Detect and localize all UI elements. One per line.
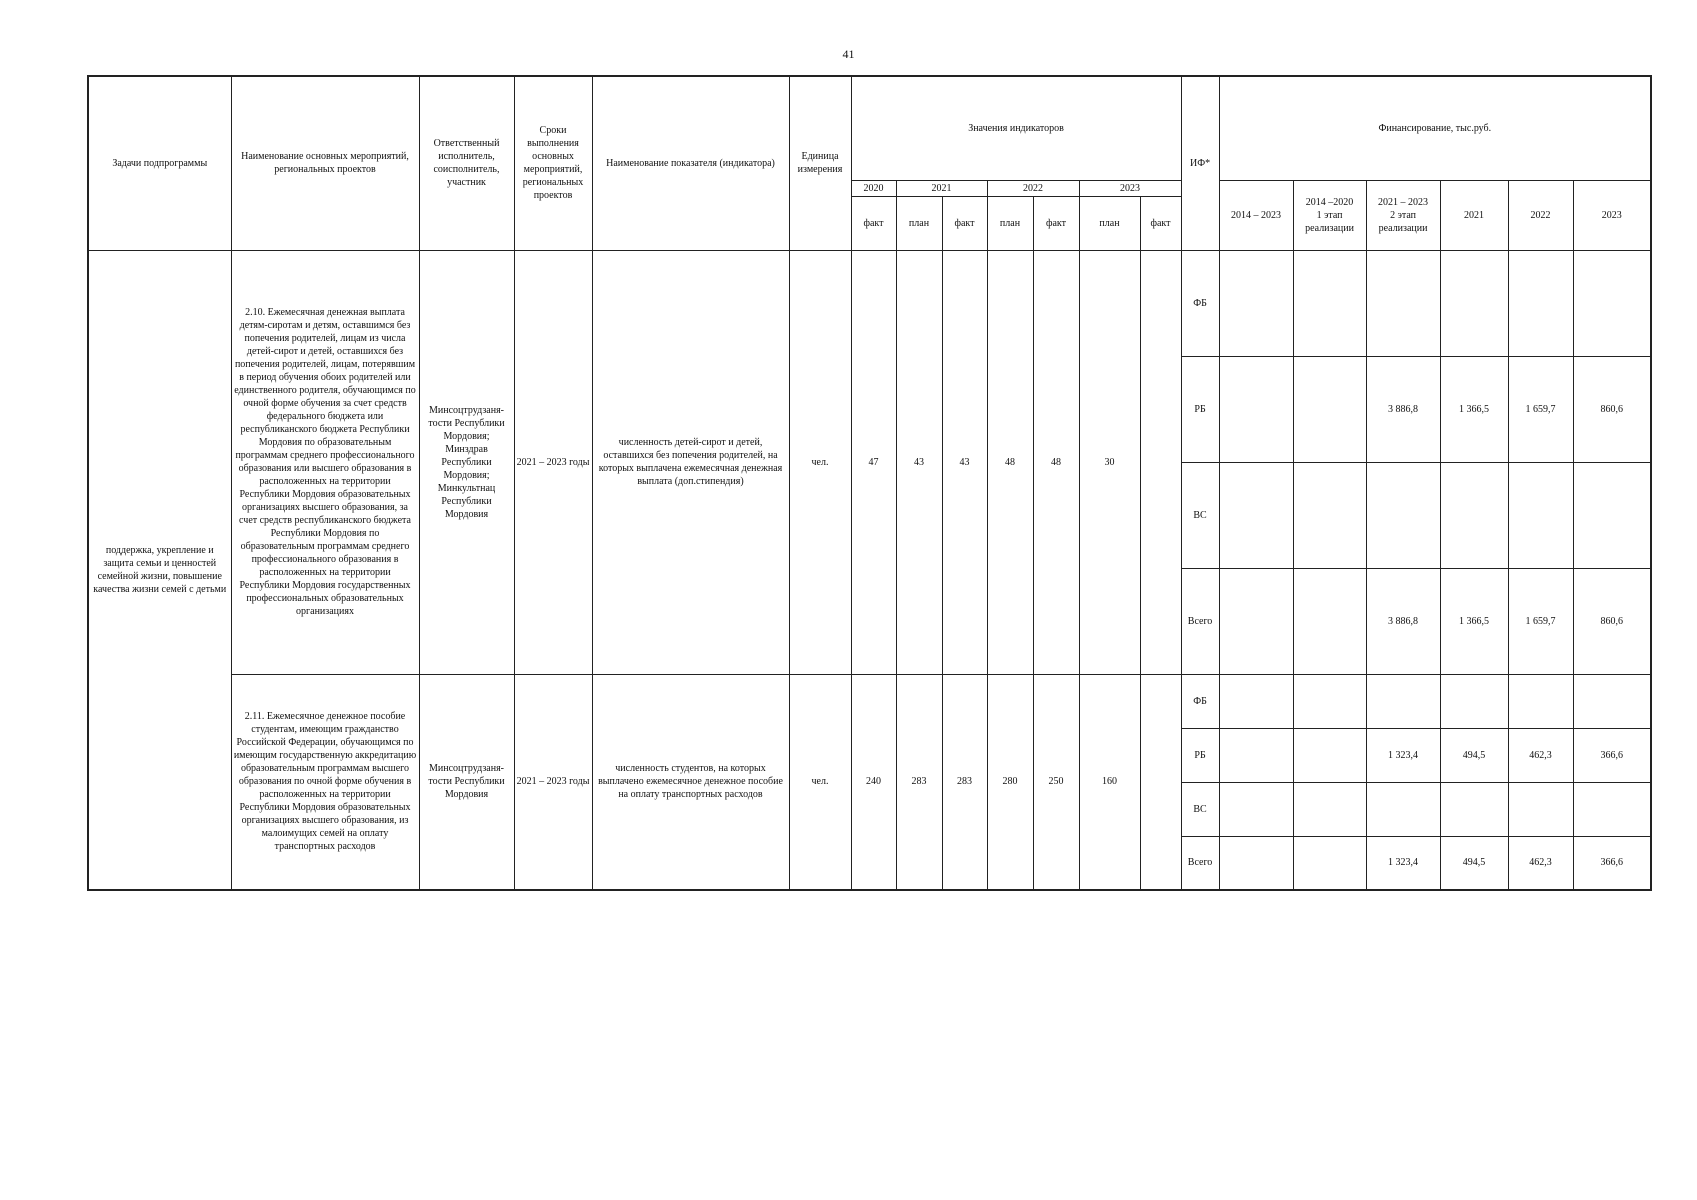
fin-cell: 462,3 (1508, 836, 1573, 890)
source-cell: Всего (1181, 836, 1219, 890)
value-cell: 43 (942, 250, 987, 674)
responsible-cell: Минсоцтрудзаня-тости Республики Мордовия; Минздрав Республики Мордовия; Минкультнац Республики Мордовия (419, 250, 514, 674)
table-row (88, 250, 1651, 356)
value-cell: 48 (987, 250, 1033, 674)
fin-cell (1366, 462, 1440, 568)
header-unit: Единица измерения (789, 76, 851, 250)
value-cell: 283 (942, 674, 987, 890)
fin-cell (1293, 568, 1366, 674)
fin-cell: 1 659,7 (1508, 356, 1573, 462)
fin-cell: 860,6 (1573, 356, 1651, 462)
fin-cell: 1 323,4 (1366, 836, 1440, 890)
fin-cell (1293, 782, 1366, 836)
indicator-cell: численность детей-сирот и детей, оставшихся без попечения родителей, на которых выплачена ежемесячная денежная выплата (доп.стипендия) (592, 250, 789, 674)
fin-cell (1573, 462, 1651, 568)
fin-cell (1219, 356, 1293, 462)
header-deadlines: Сроки выполнения основных мероприятий, региональных проектов (514, 76, 592, 250)
activity-cell: 2.10. Ежемесячная денежная выплата детям-сиротам и детям, оставшимся без попечения родителей, лицам из числа детей-сирот и детей, оставшихся без попечения родителей, лицам, потерявшим в период обучения обоих родителей или единственного родителя, обучающимся по очной форме обучения за счет средств федерального бюджета или республиканского бюджета Республики Мордовия по образовательным программам среднего профессионального образования или высшего образования в расположенных на территории Республики Мордовия образовательных организациях высшего образования, за счет средств республиканского бюджета Республики Мордовия по образовательным программам среднего профессионального образования в расположенных на территории Республики Мордовия государственных профессиональных образовательных организациях (231, 250, 419, 674)
header-tasks: Задачи подпрограммы (88, 76, 231, 250)
value-cell: 250 (1033, 674, 1079, 890)
header-activities: Наименование основных мероприятий, региональных проектов (231, 76, 419, 250)
responsible-cell: Минсоцтрудзаня-тости Республики Мордовия (419, 674, 514, 890)
source-cell: РБ (1181, 356, 1219, 462)
fin-cell (1293, 462, 1366, 568)
fin-cell: 3 886,8 (1366, 356, 1440, 462)
fin-cell: 366,6 (1573, 836, 1651, 890)
fin-cell (1366, 674, 1440, 728)
fin-cell (1293, 250, 1366, 356)
source-cell: РБ (1181, 728, 1219, 782)
fin-cell (1219, 462, 1293, 568)
year-2020: 2020 (851, 180, 896, 196)
fin-cell: 1 323,4 (1366, 728, 1440, 782)
fin-cell: 462,3 (1508, 728, 1573, 782)
fin-col-2014-2023: 2014 – 2023 (1219, 180, 1293, 250)
sub-header: план (1079, 196, 1140, 250)
source-cell: ВС (1181, 782, 1219, 836)
fin-cell: 366,6 (1573, 728, 1651, 782)
value-cell: 47 (851, 250, 896, 674)
sub-header: факт (1140, 196, 1181, 250)
fin-cell (1508, 674, 1573, 728)
fin-col-stage2: 2021 – 2023 2 этап реализации (1366, 180, 1440, 250)
fin-cell (1219, 836, 1293, 890)
page-number: 41 (842, 47, 855, 61)
fin-cell (1508, 250, 1573, 356)
year-2021: 2021 (896, 180, 987, 196)
fin-cell (1440, 462, 1508, 568)
header-indicator-name: Наименование показателя (индикатора) (592, 76, 789, 250)
fin-cell (1573, 674, 1651, 728)
task-cell: поддержка, укрепление и защита семьи и ценностей семейной жизни, повышение качества жизни семей с детьми (88, 250, 231, 890)
program-table (87, 75, 1652, 891)
table-row (88, 674, 1651, 728)
fin-cell: 1 366,5 (1440, 356, 1508, 462)
value-cell: 43 (896, 250, 942, 674)
header-source: ИФ* (1181, 76, 1219, 250)
fin-cell (1219, 782, 1293, 836)
fin-cell: 1 366,5 (1440, 568, 1508, 674)
value-cell: 283 (896, 674, 942, 890)
header-indicator-values: Значения индикаторов (851, 76, 1181, 180)
source-cell: Всего (1181, 568, 1219, 674)
value-cell: 240 (851, 674, 896, 890)
value-cell: 160 (1079, 674, 1140, 890)
fin-cell (1366, 250, 1440, 356)
unit-cell: чел. (789, 250, 851, 674)
deadline-cell: 2021 – 2023 годы (514, 250, 592, 674)
fin-cell (1293, 728, 1366, 782)
fin-cell (1508, 782, 1573, 836)
value-cell: 48 (1033, 250, 1079, 674)
sub-header: факт (851, 196, 896, 250)
fin-cell (1293, 356, 1366, 462)
header-financing: Финансирование, тыс.руб. (1219, 76, 1651, 180)
value-cell (1140, 250, 1181, 674)
fin-cell (1440, 250, 1508, 356)
deadline-cell: 2021 – 2023 годы (514, 674, 592, 890)
fin-cell (1219, 250, 1293, 356)
fin-cell (1219, 568, 1293, 674)
sub-header: план (896, 196, 942, 250)
fin-cell: 494,5 (1440, 728, 1508, 782)
value-cell: 30 (1079, 250, 1140, 674)
fin-cell (1573, 782, 1651, 836)
fin-cell (1508, 462, 1573, 568)
sub-header: факт (1033, 196, 1079, 250)
fin-col-2022: 2022 (1508, 180, 1573, 250)
fin-cell (1440, 674, 1508, 728)
source-cell: ФБ (1181, 674, 1219, 728)
indicator-cell: численность студентов, на которых выплачено ежемесячное денежное пособие на оплату транспортных расходов (592, 674, 789, 890)
fin-col-2023: 2023 (1573, 180, 1651, 250)
header-responsible: Ответственный исполнитель, соисполнитель, участник (419, 76, 514, 250)
fin-cell (1573, 250, 1651, 356)
fin-cell: 3 886,8 (1366, 568, 1440, 674)
fin-cell (1366, 782, 1440, 836)
source-cell: ВС (1181, 462, 1219, 568)
fin-col-stage1: 2014 –2020 1 этап реализации (1293, 180, 1366, 250)
year-2023: 2023 (1079, 180, 1181, 196)
sub-header: факт (942, 196, 987, 250)
sub-header: план (987, 196, 1033, 250)
value-cell: 280 (987, 674, 1033, 890)
year-2022: 2022 (987, 180, 1079, 196)
fin-cell: 860,6 (1573, 568, 1651, 674)
source-cell: ФБ (1181, 250, 1219, 356)
fin-cell (1219, 728, 1293, 782)
fin-cell: 1 659,7 (1508, 568, 1573, 674)
value-cell (1140, 674, 1181, 890)
fin-cell (1293, 836, 1366, 890)
activity-cell: 2.11. Ежемесячное денежное пособие студентам, имеющим гражданство Российской Федерации, обучающимся по имеющим государственную аккредитацию образовательным программам высшего образования по очной форме обучения в расположенных на территории Республики Мордовия образовательных организациях высшего образования, из малоимущих семей на оплату транспортных расходов (231, 674, 419, 890)
fin-cell: 494,5 (1440, 836, 1508, 890)
unit-cell: чел. (789, 674, 851, 890)
fin-cell (1293, 674, 1366, 728)
fin-col-2021: 2021 (1440, 180, 1508, 250)
fin-cell (1440, 782, 1508, 836)
fin-cell (1219, 674, 1293, 728)
